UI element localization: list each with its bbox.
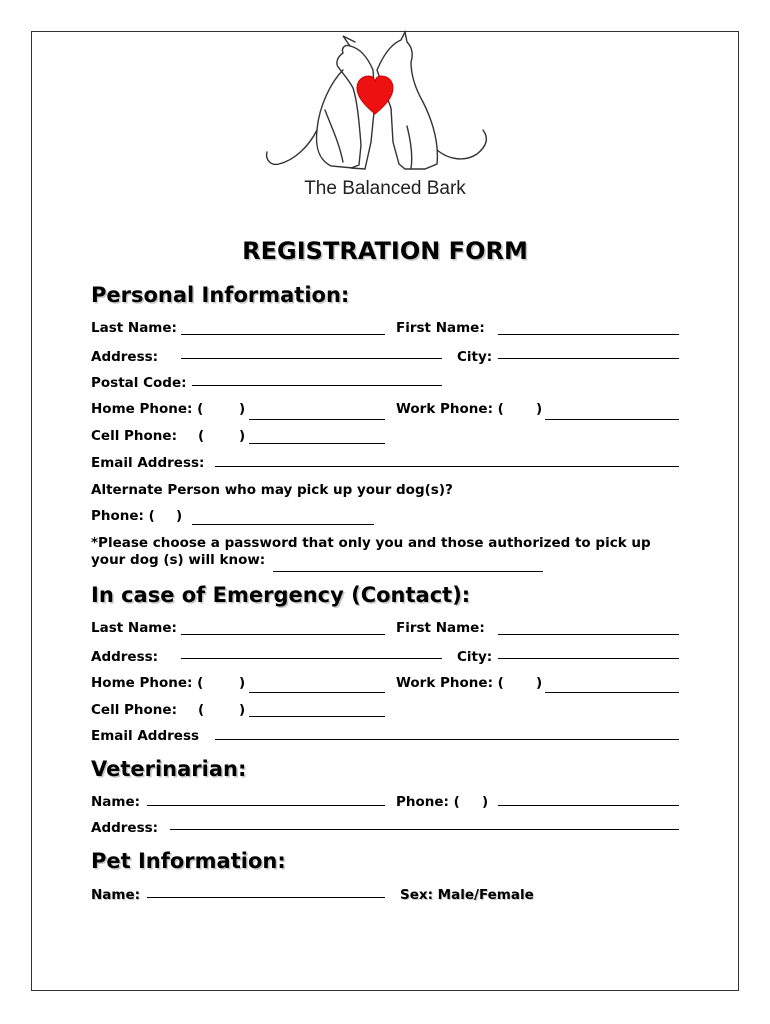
brand-name: The Balanced Bark [304, 178, 466, 199]
address-label: Address: [91, 349, 159, 365]
vet-address-label: Address: [91, 820, 159, 836]
emergency-city-field[interactable] [498, 658, 679, 659]
emergency-cell-phone-field[interactable] [249, 716, 385, 717]
vet-phone-field[interactable] [498, 805, 679, 806]
postal-code-field[interactable] [192, 385, 442, 386]
first-name-label: First Name: [396, 320, 485, 336]
alternate-phone-paren: ) [176, 508, 183, 524]
pet-name-field[interactable] [147, 897, 385, 898]
cell-phone-field[interactable] [249, 443, 385, 444]
cell-phone-paren-open: ( [198, 428, 205, 444]
city-field[interactable] [498, 358, 679, 359]
alternate-phone-label: Phone: ( [91, 508, 155, 524]
emergency-work-phone-field[interactable] [545, 692, 679, 693]
emergency-heading: In case of Emergency (Contact): [91, 583, 471, 607]
heart-icon [357, 76, 393, 114]
emergency-home-phone-label: Home Phone: ( [91, 675, 204, 691]
emergency-work-phone-paren: ) [536, 675, 543, 691]
password-field[interactable] [273, 571, 543, 572]
emergency-home-phone-field[interactable] [249, 692, 385, 693]
last-name-label: Last Name: [91, 320, 177, 336]
emergency-email-label: Email Address [91, 728, 200, 744]
emergency-home-phone-paren: ) [239, 675, 246, 691]
home-phone-paren: ) [239, 401, 246, 417]
address-field[interactable] [181, 358, 442, 359]
vet-phone-label: Phone: ( [396, 794, 460, 810]
emergency-first-name-label: First Name: [396, 620, 485, 636]
vet-name-label: Name: [91, 794, 141, 810]
city-label: City: [457, 349, 493, 365]
alternate-person-label: Alternate Person who may pick up your dog(s)? [91, 482, 453, 498]
vet-address-field[interactable] [170, 829, 679, 830]
emergency-cell-phone-label: Cell Phone: [91, 702, 177, 718]
emergency-work-phone-label: Work Phone: ( [396, 675, 504, 691]
emergency-address-label: Address: [91, 649, 159, 665]
emergency-first-name-field[interactable] [498, 634, 679, 635]
page-title: REGISTRATION FORM [242, 237, 528, 265]
work-phone-paren: ) [536, 401, 543, 417]
work-phone-field[interactable] [545, 419, 679, 420]
emergency-email-field[interactable] [215, 739, 679, 740]
vet-heading: Veterinarian: [91, 757, 247, 781]
personal-heading: Personal Information: [91, 283, 350, 307]
email-label: Email Address: [91, 455, 205, 471]
cell-phone-label: Cell Phone: [91, 428, 177, 444]
pet-name-label: Name: [91, 887, 141, 903]
vet-phone-paren: ) [482, 794, 489, 810]
emergency-cell-paren-close: ) [239, 702, 246, 718]
vet-name-field[interactable] [147, 805, 385, 806]
emergency-last-name-field[interactable] [181, 634, 385, 635]
home-phone-field[interactable] [249, 419, 385, 420]
last-name-field[interactable] [181, 334, 385, 335]
cell-phone-paren-close: ) [239, 428, 246, 444]
first-name-field[interactable] [498, 334, 679, 335]
dogs-heart-logo [255, 30, 495, 180]
emergency-cell-paren-open: ( [198, 702, 205, 718]
emergency-last-name-label: Last Name: [91, 620, 177, 636]
home-phone-label: Home Phone: ( [91, 401, 204, 417]
work-phone-label: Work Phone: ( [396, 401, 504, 417]
pet-heading: Pet Information: [91, 849, 286, 873]
email-field[interactable] [215, 466, 679, 467]
password-note: *Please choose a password that only you and those authorized to pick up your dog (s) will know: [91, 535, 651, 568]
postal-code-label: Postal Code: [91, 375, 187, 391]
emergency-city-label: City: [457, 649, 493, 665]
alternate-phone-field[interactable] [192, 524, 374, 525]
pet-sex-label: Sex: Male/Female [400, 887, 534, 903]
emergency-address-field[interactable] [181, 658, 442, 659]
